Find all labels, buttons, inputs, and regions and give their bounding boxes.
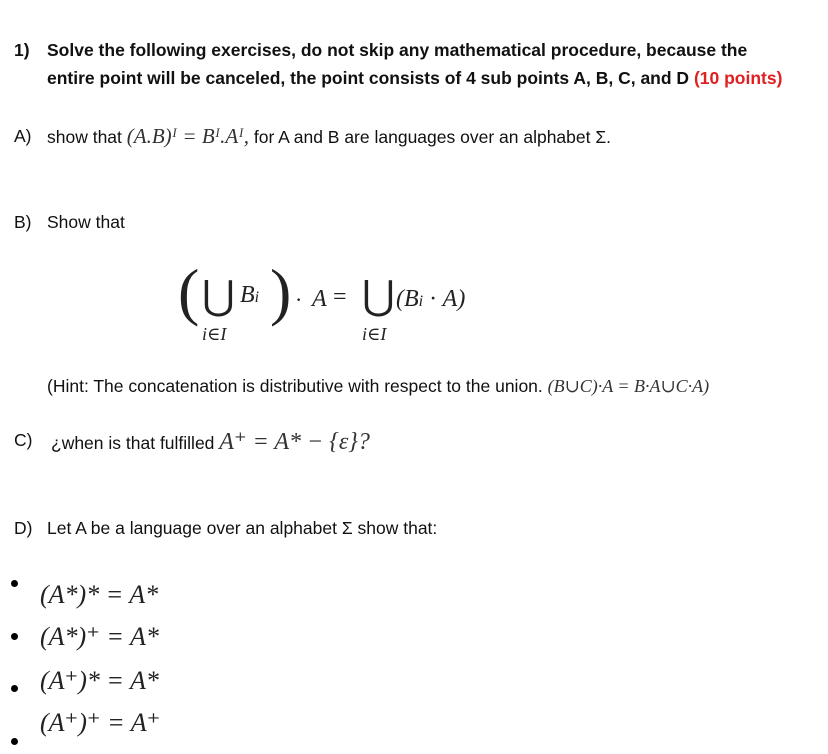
bullet-2 bbox=[11, 633, 18, 640]
part-d-label: D) bbox=[14, 518, 33, 538]
a-var: A bbox=[312, 286, 327, 312]
hint-text: (Hint: The concatenation is distributive with respect to the union. bbox=[47, 376, 543, 396]
hint-line bbox=[47, 376, 709, 397]
index-left: i∈I bbox=[202, 324, 227, 344]
question-text-line1: Solve the following exercises, do not skip any mathematical procedure, because the bbox=[47, 40, 748, 60]
hint-formula: (B∪C)·A = B·A∪C·A) bbox=[547, 376, 710, 396]
part-a-text bbox=[47, 124, 611, 149]
index-right: i∈I bbox=[362, 324, 387, 344]
identity-4: (A⁺)⁺ = A⁺ bbox=[40, 708, 161, 737]
part-d-text: Let A be a language over an alphabet Σ show that: bbox=[47, 518, 438, 538]
part-c-text bbox=[51, 427, 370, 456]
equals-sign: = bbox=[333, 284, 347, 310]
rhs-expression: (Bi · A) bbox=[396, 286, 466, 312]
union-symbol-right: ⋃ bbox=[362, 273, 395, 318]
left-paren: ( bbox=[178, 256, 200, 327]
cdot-1: · bbox=[295, 287, 303, 312]
part-a-prefix: show that bbox=[47, 127, 122, 147]
part-c-formula: A⁺ = A* − {ε}? bbox=[219, 429, 370, 455]
part-c-question: ¿when is that fulfilled bbox=[51, 433, 215, 453]
question-number: 1) bbox=[14, 40, 30, 60]
part-a-formula: (A.B)ᴵ = Bᴵ.Aᴵ, bbox=[126, 124, 249, 148]
part-c-label: C) bbox=[14, 430, 33, 450]
identity-1: (A*)* = A* bbox=[40, 580, 159, 609]
question-text-line2-body: entire point will be canceled, the point consists of 4 sub points A, B, C, and D bbox=[47, 68, 690, 88]
part-b-text: Show that bbox=[47, 212, 125, 232]
union-symbol-left: ⋃ bbox=[202, 273, 235, 318]
part-a-label: A) bbox=[14, 126, 32, 146]
part-a-suffix: for A and B are languages over an alphabet Σ. bbox=[253, 127, 612, 147]
bullet-3 bbox=[11, 685, 18, 692]
right-paren: ) bbox=[270, 256, 292, 327]
points-label: (10 points) bbox=[693, 68, 783, 88]
bullet-1 bbox=[11, 580, 18, 587]
bullet-4 bbox=[11, 738, 18, 745]
identity-3: (A⁺)* = A* bbox=[40, 666, 159, 695]
b-i-left: Bi bbox=[240, 282, 260, 308]
question-text-line2 bbox=[47, 68, 782, 89]
identity-2: (A*)⁺ = A* bbox=[40, 622, 159, 651]
part-b-label: B) bbox=[14, 212, 32, 232]
